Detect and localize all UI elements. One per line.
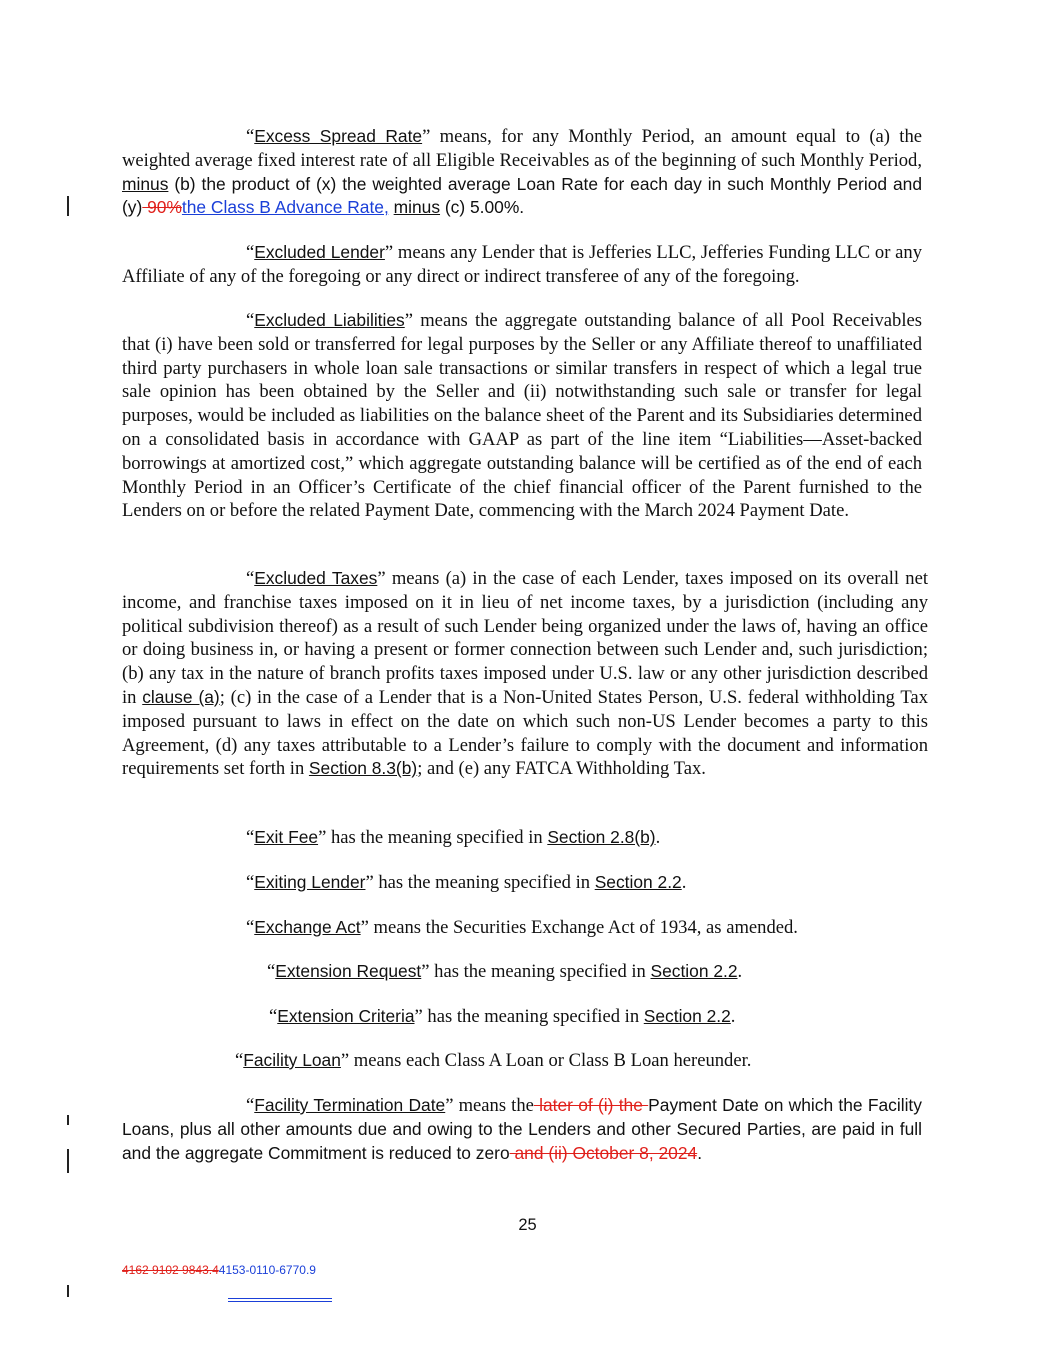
cross-reference: Section 2.8(b)	[547, 827, 656, 847]
defined-term: Facility Termination Date	[254, 1095, 446, 1115]
change-bar	[67, 1115, 69, 1125]
definition-excluded-liabilities: “Excluded Liabilities” means the aggregate outstanding balance of all Pool Receivables that (i) have been sold or transferred for legal purposes by the Seller or any Affiliate thereof to unaffiliated third party purchasers in whole loan sale transactions or similar transfers in respect of which a legal true sale opinion has been obtained by the Seller and (ii) notwithstanding such sale or transfer for legal purposes, would be included as liabilities on the balance sheet of the Parent and its Subsidiaries determined on a consolidated basis in accordance with GAAP as part of the line item “Liabilities—Asset-backed borrowings at amortized cost,” which aggregate outstanding balance will be certified as of the end of each Monthly Period in an Officer’s Certificate of the chief financial officer of the Parent furnished to the Lenders on or before the related Payment Date, commencing with the March 2024 Payment Date.	[122, 310, 923, 522]
double-underline-rule	[228, 1298, 332, 1302]
definition-extension-request: “Extension Request” has the meaning specified in Section 2.2.	[267, 961, 743, 982]
cross-reference: Section 2.2	[643, 1006, 731, 1026]
definition-excluded-taxes: “Excluded Taxes” means (a) in the case of each Lender, taxes imposed on its overall net income, and franchise taxes imposed on it in lieu of net income taxes, by a jurisdiction (including any political subdivision thereof) as a result of such Lender being organized under the laws of, having an office or doing business in, or having a present or former connection between such Lender and, such jurisdiction; (b) any tax in the nature of branch profits taxes imposed under U.S. law or any other jurisdiction described in clause (a); (c) in the case of a Lender that is a Non-United States Person, U.S. federal withholding Tax imposed pursuant to laws in effect on the date on which such non-US Lender becomes a party to this Agreement, (d) any taxes attributable to a Lender’s failure to comply with the document and information requirements set forth in Section 8.3(b); and (e) any FATCA Withholding Tax.	[122, 568, 928, 780]
change-bar	[67, 1285, 69, 1297]
inserted-text: the Class B Advance Rate,	[181, 197, 389, 218]
defined-term: Excluded Taxes	[254, 568, 378, 588]
inserted-doc-id: 4153-0110-6770.9	[218, 1263, 316, 1277]
cross-reference: clause (a)	[142, 686, 220, 707]
defined-term: Excluded Liabilities	[254, 310, 405, 330]
definition-excluded-lender: “Excluded Lender” means any Lender that is Jefferies LLC, Jefferies Funding LLC or any Affiliate of any of the foregoing or any direct or indirect transferee of any of the foregoing.	[122, 242, 923, 287]
defined-term: Exit Fee	[254, 827, 319, 847]
change-bar	[67, 1149, 69, 1173]
cross-reference: Section 8.3(b)	[308, 758, 418, 779]
defined-term: Exchange Act	[254, 917, 361, 937]
definition-facility-termination-date: “Facility Termination Date” means the later of (i) the Payment Date on which the Facility Loans, plus all other amounts due and owing to the Lenders and other Secured Parties, are paid in full and the aggregate Commitment is reduced to zero and (ii) October 8, 2024.	[122, 1095, 922, 1163]
definition-excess-spread-rate: “Excess Spread Rate” means, for any Monthly Period, an amount equal to (a) the weighted average fixed interest rate of all Eligible Receivables as of the beginning of such Monthly Period, minus (b) the product of (x) the weighted average Loan Rate for each day in such Monthly Period and (y) 90%the Class B Advance Rate, minus (c) 5.00%.	[122, 126, 922, 218]
defined-term: Facility Loan	[243, 1050, 341, 1070]
defined-term: Excess Spread Rate	[254, 126, 423, 146]
defined-term: Extension Criteria	[277, 1006, 415, 1026]
deleted-text: 90%	[142, 197, 182, 218]
deleted-text: and (ii) October 8, 2024	[509, 1142, 698, 1163]
deleted-doc-id: 4162 9102 9843.4	[122, 1263, 219, 1277]
definition-extension-criteria: “Extension Criteria” has the meaning specified in Section 2.2.	[269, 1006, 736, 1027]
definition-exit-fee: “Exit Fee” has the meaning specified in Section 2.8(b).	[246, 827, 661, 848]
definition-exchange-act: “Exchange Act” means the Securities Exchange Act of 1934, as amended.	[246, 917, 798, 938]
cross-reference: Section 2.2	[650, 961, 738, 981]
page-number: 25	[518, 1216, 537, 1234]
definition-facility-loan: “Facility Loan” means each Class A Loan or Class B Loan hereunder.	[235, 1050, 752, 1071]
definition-exiting-lender: “Exiting Lender” has the meaning specified in Section 2.2.	[246, 872, 687, 893]
change-bar	[67, 196, 69, 216]
document-id	[122, 1263, 316, 1277]
deleted-text: later of (i) the	[533, 1095, 649, 1115]
defined-term: Excluded Lender	[254, 242, 385, 262]
cross-reference: Section 2.2	[594, 872, 682, 892]
defined-term: Exiting Lender	[254, 872, 366, 892]
defined-term: Extension Request	[275, 961, 422, 981]
